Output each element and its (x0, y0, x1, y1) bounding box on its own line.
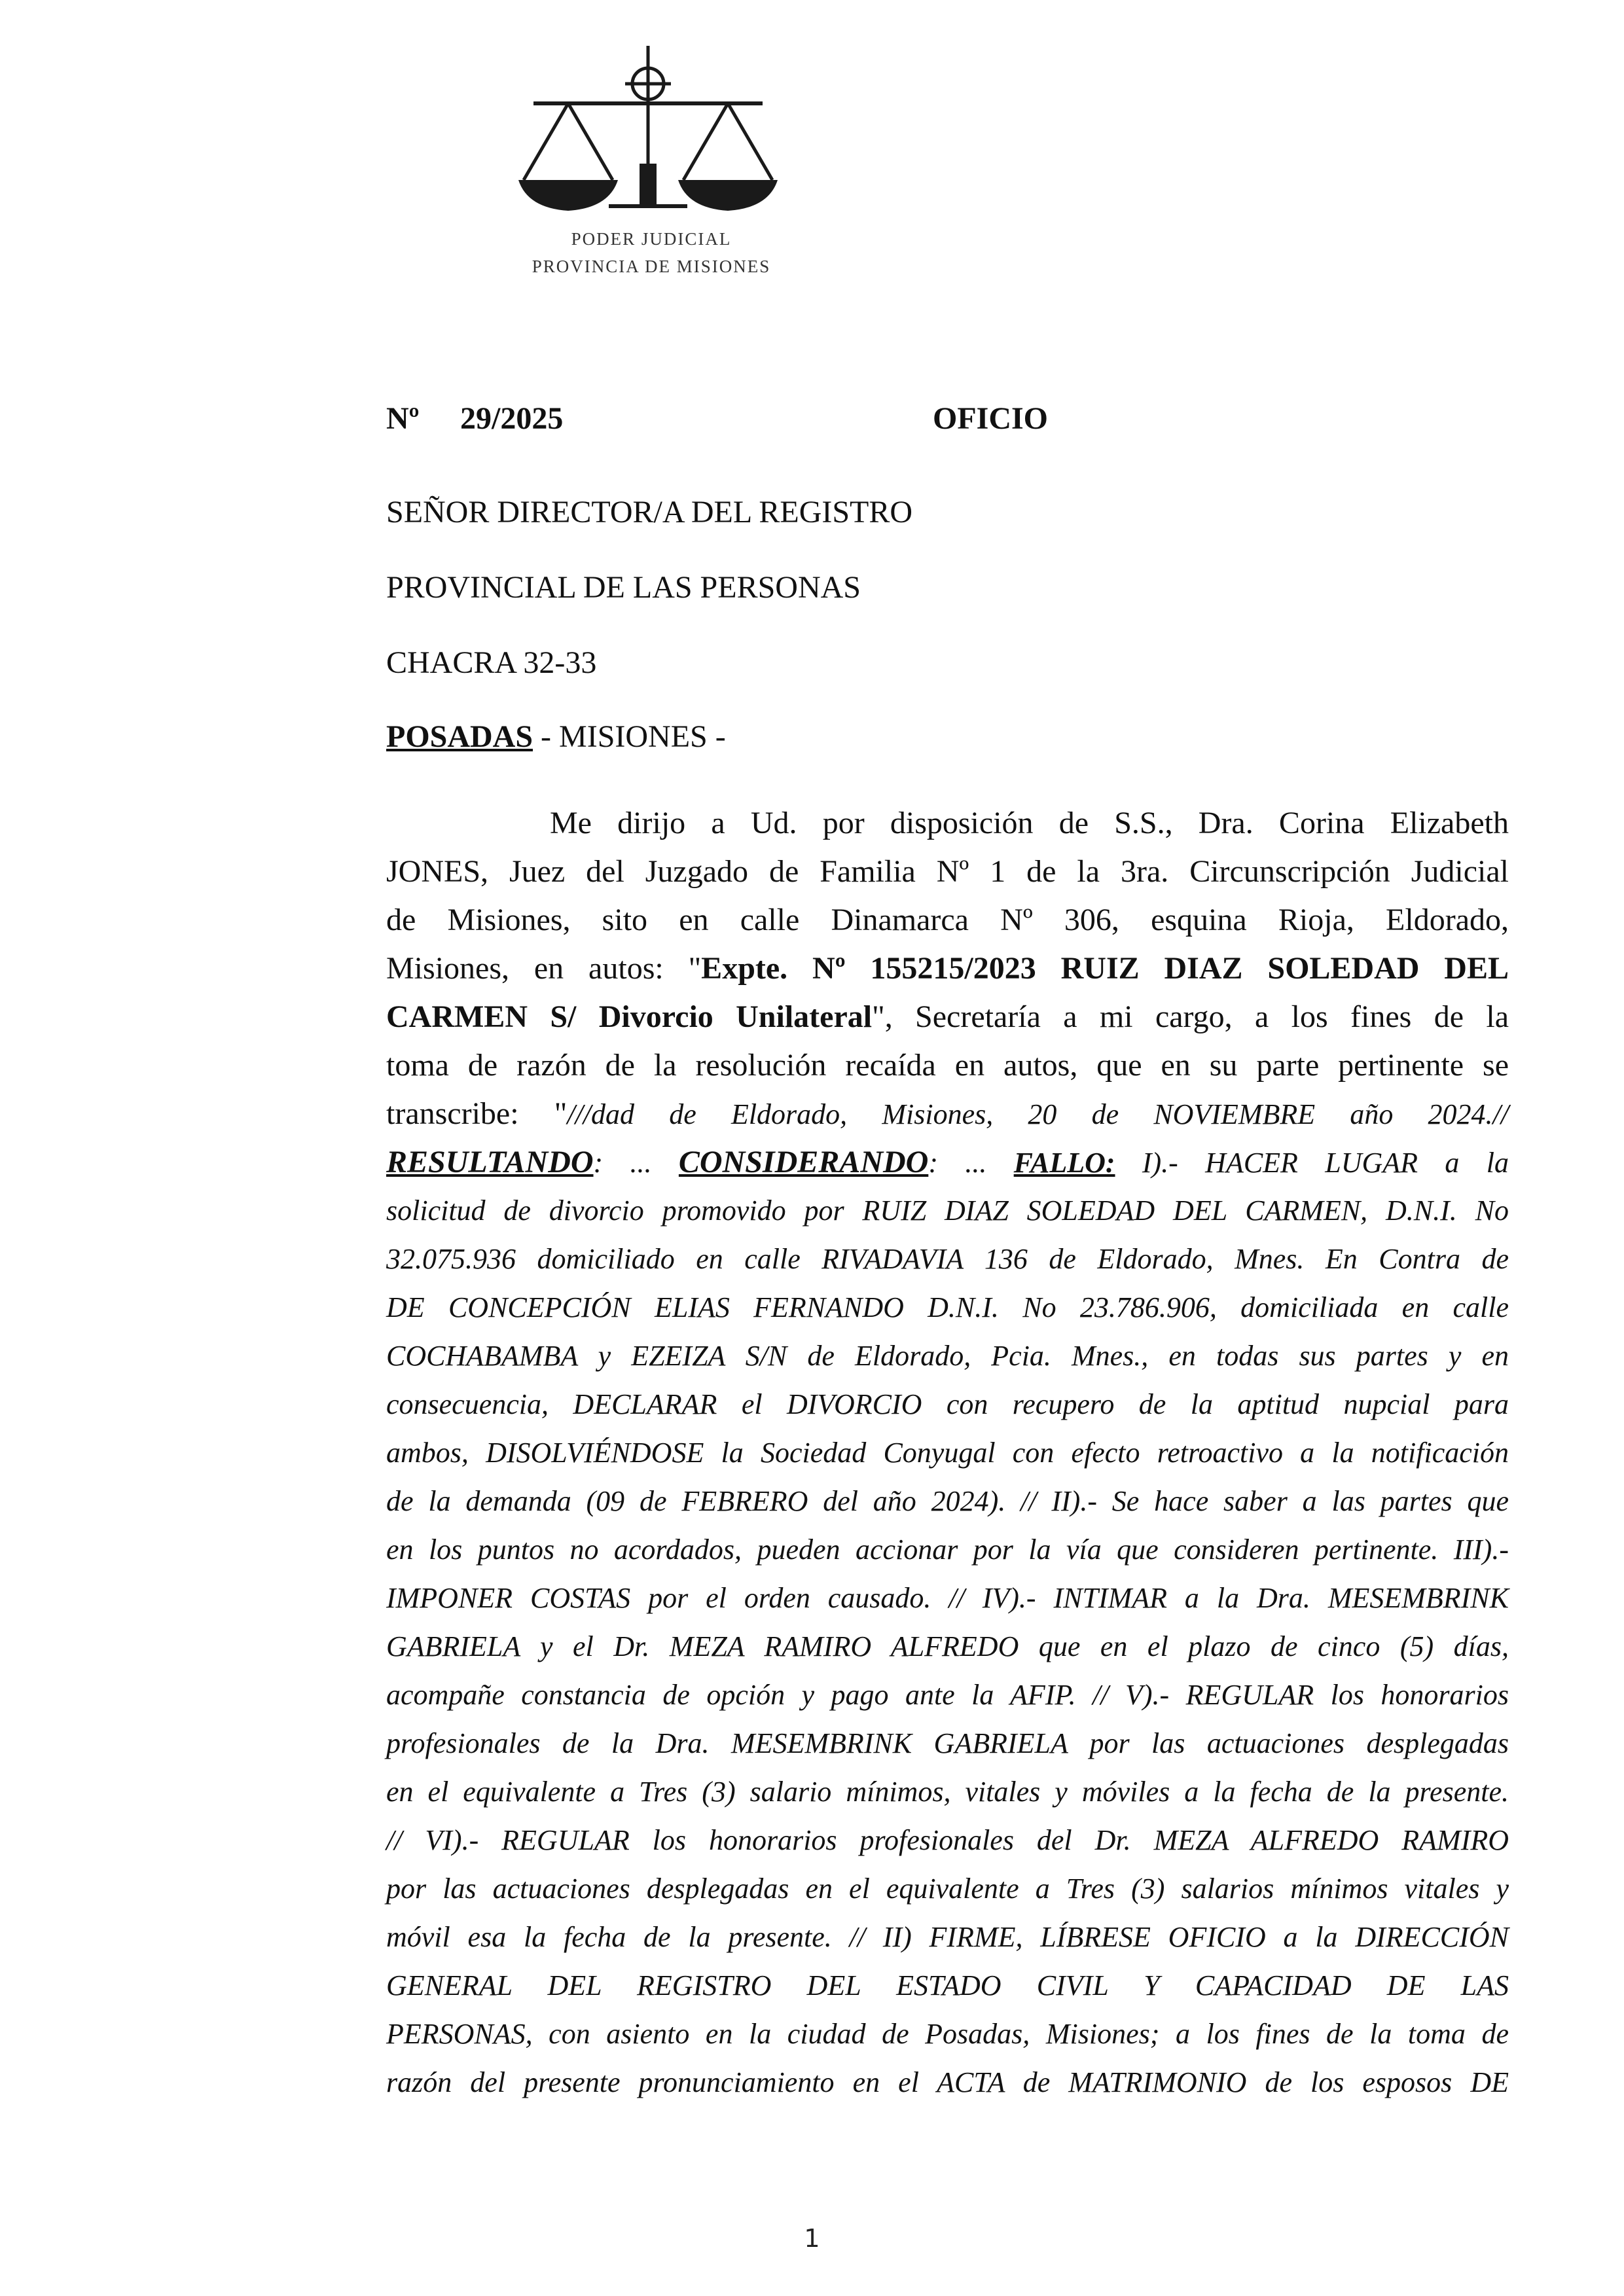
quoted-resolution: ///dad de Eldorado, Misiones, 20 de NOVIEMBRE año 2024.// (567, 1098, 1509, 1130)
body-line (386, 997, 1509, 1037)
body-line: móvil esa la fecha de la presente. // II) FIRME, LÍBRESE OFICIO a la DIRECCIÓN (386, 1921, 1509, 1953)
seal-text-line1: PODER JUDICIAL (571, 229, 732, 249)
body-line: por las actuaciones desplegadas en el equivalente a Tres (3) salarios mínimos vitales y (386, 1873, 1509, 1905)
body-text: Misiones, en autos: " (386, 951, 702, 986)
body-text: I).- HACER LUGAR a la (1115, 1147, 1509, 1179)
body-line: // VI).- REGULAR los honorarios profesionales del Dr. MEZA ALFREDO RAMIRO (386, 1824, 1509, 1856)
body-line: ambos, DISOLVIÉNDOSE la Sociedad Conyugal con efecto retroactivo a la notificación (386, 1437, 1509, 1469)
body-line (386, 1094, 1509, 1134)
seal-text-line2: PROVINCIA DE MISIONES (532, 257, 771, 276)
body-line: GENERAL DEL REGISTRO DEL ESTADO CIVIL Y CAPACIDAD DE LAS (386, 1969, 1509, 2001)
body-line: solicitud de divorcio promovido por RUIZ DIAZ SOLEDAD DEL CARMEN, D.N.I. No (386, 1194, 1509, 1227)
body-line: consecuencia, DECLARAR el DIVORCIO con recupero de la aptitud nupcial para (386, 1388, 1509, 1420)
body-line: razón del presente pronunciamiento en el ACTA de MATRIMONIO de los esposos DE (386, 2066, 1509, 2098)
case-reference: Expte. Nº 155215/2023 RUIZ DIAZ SOLEDAD DEL (701, 951, 1509, 986)
body-line: IMPONER COSTAS por el orden causado. // IV).- INTIMAR a la Dra. MESEMBRINK (386, 1582, 1509, 1614)
case-reference: CARMEN S/ Divorcio Unilateral (386, 999, 873, 1034)
page-number: 1 (804, 2224, 820, 2253)
body-line: COCHABAMBA y EZEIZA S/N de Eldorado, Pcia. Mnes., en todas sus partes y en (386, 1340, 1509, 1372)
body-text: : ... (928, 1147, 1014, 1179)
body-text: ", Secretaría a mi cargo, a los fines de la (872, 999, 1509, 1034)
body-line (386, 1143, 1509, 1183)
document-number: 29/2025 (460, 401, 564, 436)
scales-of-justice-icon (511, 39, 785, 288)
body-line: PERSONAS, con asiento en la ciudad de Posadas, Misiones; a los fines de la toma de (386, 2018, 1509, 2050)
body-line: 32.075.936 domiciliado en calle RIVADAVIA 136 de Eldorado, Mnes. En Contra de (386, 1243, 1509, 1275)
body-line (386, 949, 1509, 988)
resultando-heading: RESULTANDO (386, 1145, 594, 1179)
address-city-line (386, 719, 726, 755)
number-symbol: Nº (386, 401, 420, 436)
considerando-heading: CONSIDERANDO (678, 1145, 929, 1179)
body-line: acompañe constancia de opción y pago ante la AFIP. // V).- REGULAR los honorarios (386, 1679, 1509, 1711)
body-text: : ... (593, 1147, 679, 1179)
body-line: en los puntos no acordados, pueden accionar por la vía que consideren pertinente. III).- (386, 1534, 1509, 1566)
body-line: toma de razón de la resolución recaída en autos, que en su parte pertinente se (386, 1048, 1509, 1083)
body-line: Me dirijo a Ud. por disposición de S.S., Dra. Corina Elizabeth (550, 806, 1509, 840)
document-type-heading: OFICIO (933, 401, 1049, 436)
body-line: en el equivalente a Tres (3) salario mínimos, vitales y móviles a la fecha de la presente. (386, 1776, 1509, 1808)
address-line: SEÑOR DIRECTOR/A DEL REGISTRO (386, 495, 913, 529)
address-province: - MISIONES - (533, 719, 726, 754)
address-line: PROVINCIAL DE LAS PERSONAS (386, 570, 861, 605)
body-line: de la demanda (09 de FEBRERO del año 2024). // II).- Se hace saber a las partes que (386, 1485, 1509, 1517)
fallo-heading: FALLO: (1013, 1147, 1115, 1179)
body-text: transcribe: " (386, 1096, 568, 1131)
body-line: de Misiones, sito en calle Dinamarca Nº 306, esquina Rioja, Eldorado, (386, 903, 1509, 937)
address-line: CHACRA 32-33 (386, 645, 597, 680)
body-line: JONES, Juez del Juzgado de Familia Nº 1 de la 3ra. Circunscripción Judicial (386, 854, 1509, 889)
body-line: DE CONCEPCIÓN ELIAS FERNANDO D.N.I. No 23.786.906, domiciliada en calle (386, 1291, 1509, 1323)
body-line: GABRIELA y el Dr. MEZA RAMIRO ALFREDO que en el plazo de cinco (5) días, (386, 1630, 1509, 1662)
address-city: POSADAS (386, 719, 533, 754)
body-line: profesionales de la Dra. MESEMBRINK GABRIELA por las actuaciones desplegadas (386, 1727, 1509, 1759)
